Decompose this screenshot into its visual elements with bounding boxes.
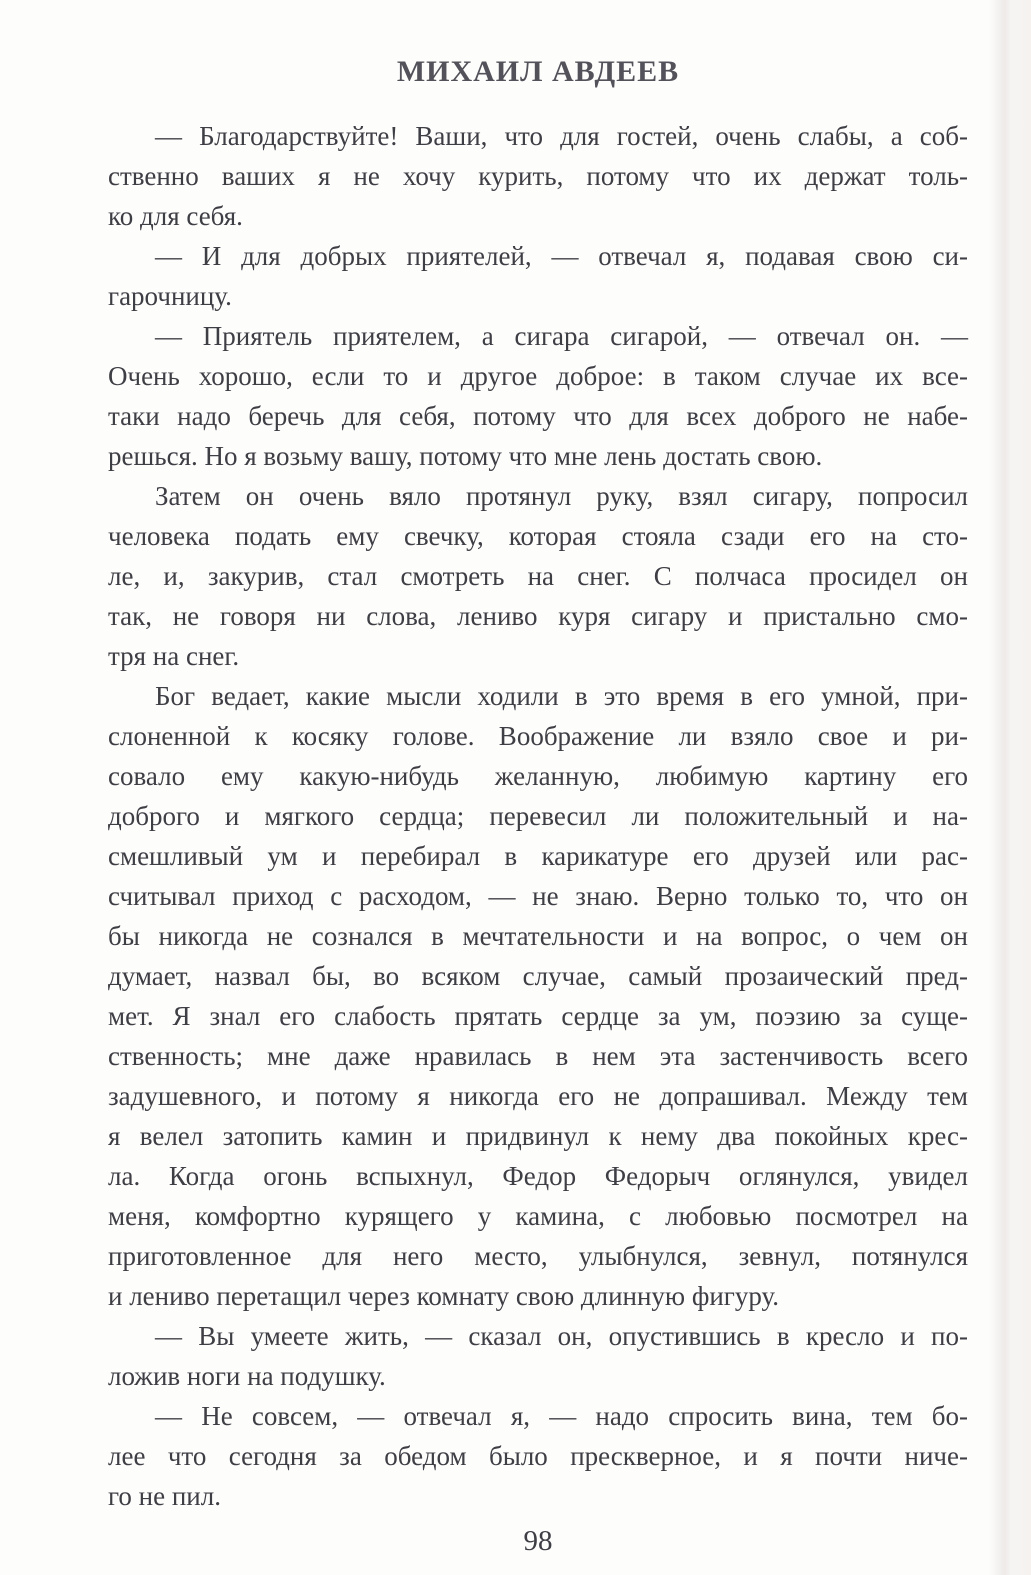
page-edge-shadow xyxy=(989,0,1031,1575)
text-block xyxy=(108,116,968,1516)
running-head-author: МИХАИЛ АВДЕЕВ xyxy=(396,55,680,88)
text-line: Очень хорошо, если то и другое доброе: в таком случае их все- xyxy=(108,361,968,391)
text-line: — Приятель приятелем, а сигара сигарой, — отвечал он. — xyxy=(155,321,968,351)
text-line: ственность; мне даже нравилась в нем эта застенчивость всего xyxy=(108,1041,968,1071)
text-line: ле, и, закурив, стал смотреть на снег. С полчаса просидел он xyxy=(108,561,968,591)
text-line: лее что сегодня за обедом было прескверное, и я почти ниче- xyxy=(108,1441,968,1471)
text-line: смешливый ум и перебирал в карикатуре его друзей или рас- xyxy=(108,841,968,871)
text-line: — Вы умеете жить, — сказал он, опустившись в кресло и по- xyxy=(155,1321,968,1351)
text-line: ко для себя. xyxy=(108,201,243,231)
text-line: бы никогда не сознался в мечтательности и на вопрос, о чем он xyxy=(108,921,968,951)
text-line: гарочницу. xyxy=(108,281,232,311)
text-line: мет. Я знал его слабость прятать сердце за ум, поэзию за суще- xyxy=(108,1001,968,1031)
text-line: думает, назвал бы, во всяком случае, самый прозаический пред- xyxy=(108,961,968,991)
text-line: тря на снег. xyxy=(108,641,240,671)
text-line: приготовленное для него место, улыбнулся, зевнул, потянулся xyxy=(108,1241,968,1271)
text-line: я велел затопить камин и придвинул к нему два покойных крес- xyxy=(108,1121,968,1151)
text-line: Бог ведает, какие мысли ходили в это время в его умной, при- xyxy=(155,681,968,711)
text-line: ственно ваших я не хочу курить, потому что их держат толь- xyxy=(108,161,968,191)
text-line: решься. Но я возьму вашу, потому что мне лень достать свою. xyxy=(108,441,823,471)
text-line: меня, комфортно курящего у камина, с любовью посмотрел на xyxy=(108,1201,968,1231)
text-line: считывал приход с расходом, — не знаю. Верно только то, что он xyxy=(108,881,968,911)
text-line: Затем он очень вяло протянул руку, взял сигару, попросил xyxy=(155,481,968,511)
text-line: задушевного, и потому я никогда его не допрашивал. Между тем xyxy=(108,1081,968,1111)
text-line: — Благодарствуйте! Ваши, что для гостей, очень слабы, а соб- xyxy=(155,121,968,151)
text-line: ложив ноги на подушку. xyxy=(108,1361,386,1391)
page-number: 98 xyxy=(523,1525,553,1557)
text-line: совало ему какую-нибудь желанную, любимую картину его xyxy=(108,761,968,791)
text-line: человека подать ему свечку, которая стояла сзади его на сто- xyxy=(108,521,968,551)
text-line: ла. Когда огонь вспыхнул, Федор Федорыч оглянулся, увидел xyxy=(108,1161,968,1191)
text-line: и лениво перетащил через комнату свою длинную фигуру. xyxy=(108,1281,780,1311)
text-line: го не пил. xyxy=(108,1481,221,1511)
text-line: так, не говоря ни слова, лениво куря сигару и пристально смо- xyxy=(108,601,968,631)
text-line: таки надо беречь для себя, потому что для всех доброго не набе- xyxy=(108,401,968,431)
text-line: слоненной к косяку голове. Воображение ли взяло свое и ри- xyxy=(108,721,968,751)
text-line: — Не совсем, — отвечал я, — надо спросить вина, тем бо- xyxy=(155,1401,968,1431)
text-line: — И для добрых приятелей, — отвечал я, подавая свою си- xyxy=(155,241,968,271)
text-line: доброго и мягкого сердца; перевесил ли положительный и на- xyxy=(108,801,968,831)
